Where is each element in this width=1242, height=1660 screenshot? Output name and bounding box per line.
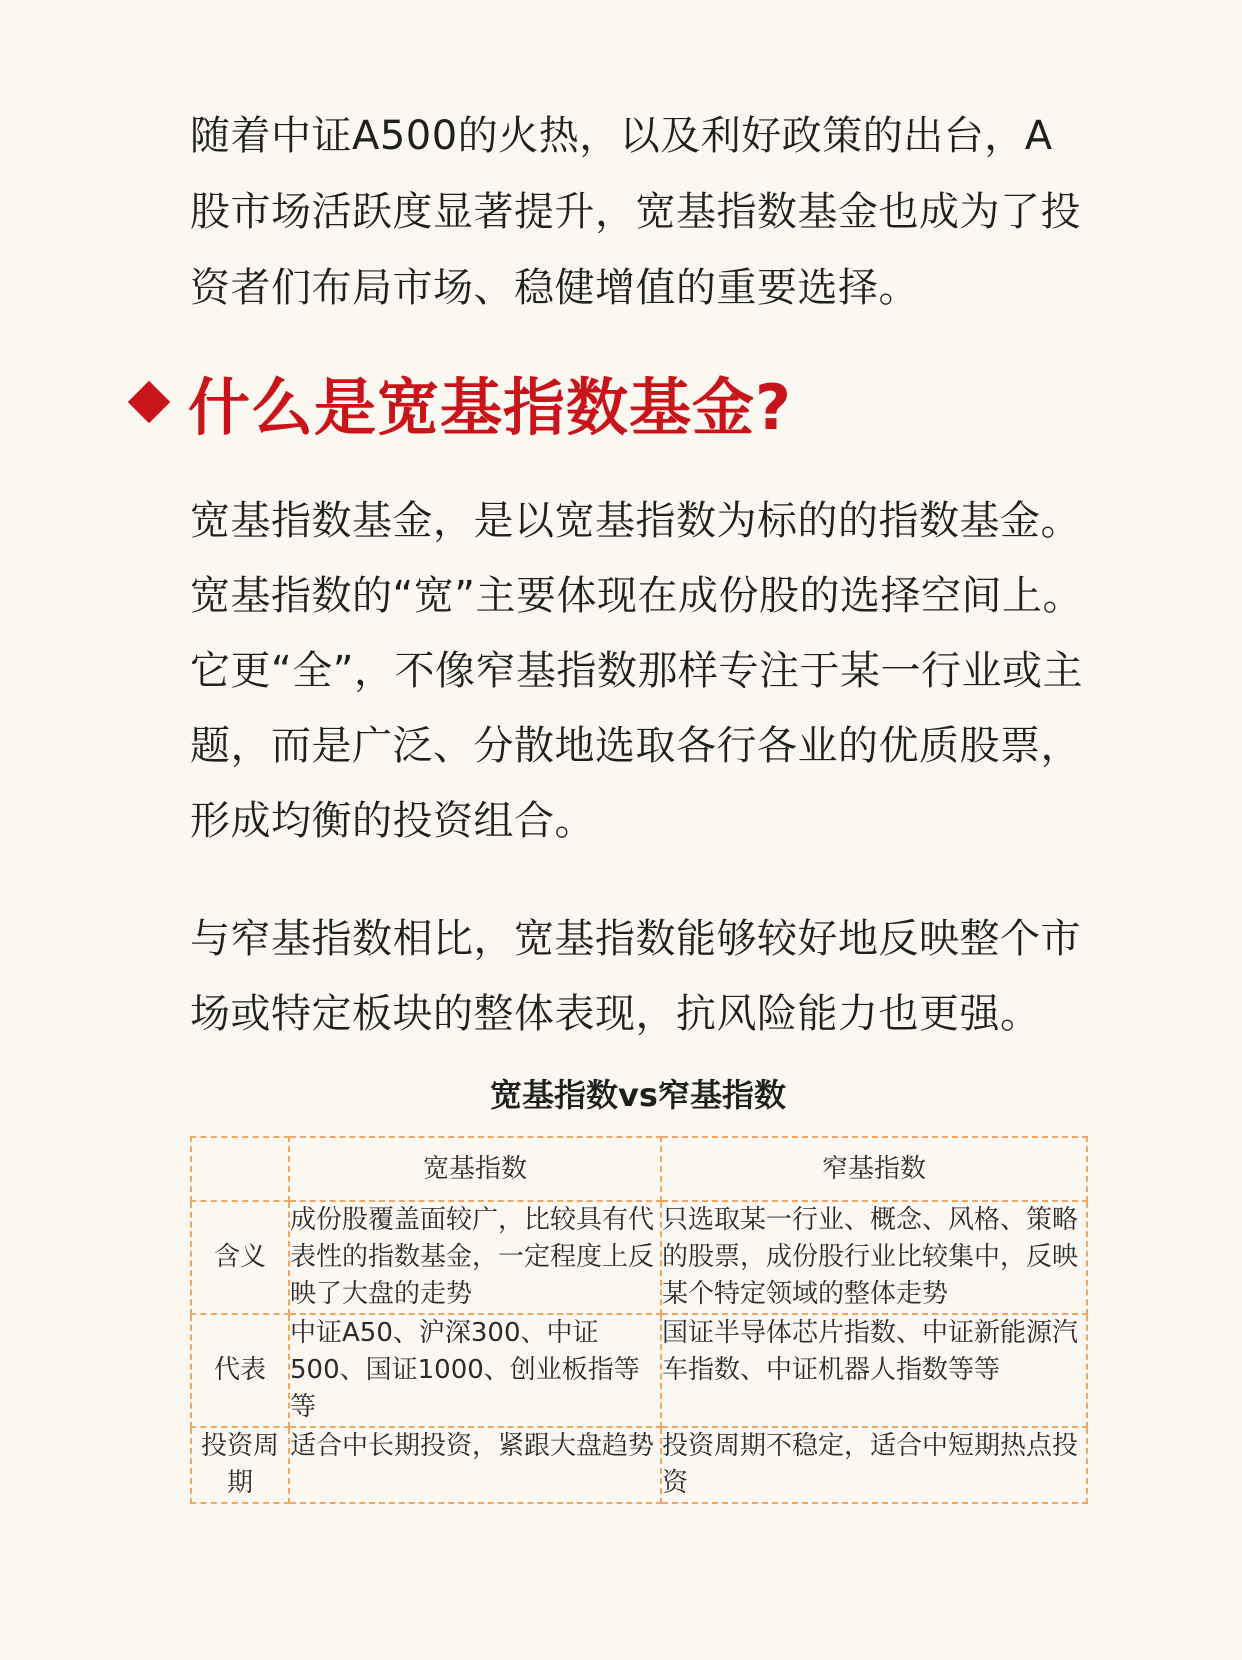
period-narrow-cell: 投资周期不稳定，适合中短期热点投资 bbox=[661, 1427, 1087, 1503]
representative-narrow-cell: 国证半导体芯片指数、中证新能源汽车指数、中证机器人指数等等 bbox=[661, 1314, 1087, 1427]
table-title: 宽基指数vs窄基指数 bbox=[490, 1076, 786, 1114]
meaning-broad-cell: 成份股覆盖面较广，比较具有代表性的指数基金，一定程度上反映了大盘的走势 bbox=[289, 1201, 661, 1314]
section-heading-row bbox=[128, 360, 792, 444]
meaning-narrow-cell: 只选取某一行业、概念、风格、策略的股票，成份股行业比较集中，反映某个特定领域的整体走势 bbox=[661, 1201, 1087, 1314]
header-empty-cell bbox=[191, 1137, 289, 1201]
definition-paragraph: 宽基指数基金，是以宽基指数为标的的指数基金。宽基指数的“宽”主要体现在成份股的选择空间上。它更“全”，不像窄基指数那样专注于某一行业或主题，而是广泛、分散地选取各行各业的优质股票，形成均衡的投资组合。 bbox=[190, 498, 1083, 844]
period-broad-cell: 适合中长期投资，紧跟大盘趋势 bbox=[289, 1427, 661, 1503]
row-label-representative: 代表 bbox=[191, 1314, 289, 1427]
row-label-meaning: 含义 bbox=[191, 1201, 289, 1314]
comparison-paragraph: 与窄基指数相比，宽基指数能够较好地反映整个市场或特定板块的整体表现，抗风险能力也更强。 bbox=[190, 916, 1081, 1037]
representative-broad-cell: 中证A50、沪深300、中证500、国证1000、创业板指等等 bbox=[289, 1314, 661, 1427]
header-narrow-index: 窄基指数 bbox=[661, 1137, 1087, 1201]
comparison-table bbox=[190, 1136, 1088, 1504]
table-row bbox=[191, 1201, 1087, 1314]
table-header-row bbox=[191, 1137, 1087, 1201]
diamond-bullet-icon bbox=[128, 381, 170, 423]
table-row bbox=[191, 1427, 1087, 1503]
section-heading: 什么是宽基指数基金? bbox=[188, 370, 792, 444]
row-label-investment-period: 投资周期 bbox=[191, 1427, 289, 1503]
header-broad-index: 宽基指数 bbox=[289, 1137, 661, 1201]
intro-paragraph: 随着中证A500的火热，以及利好政策的出台，A股市场活跃度显著提升，宽基指数基金也成为了投资者们布局市场、稳健增值的重要选择。 bbox=[190, 113, 1081, 311]
table-row bbox=[191, 1314, 1087, 1427]
